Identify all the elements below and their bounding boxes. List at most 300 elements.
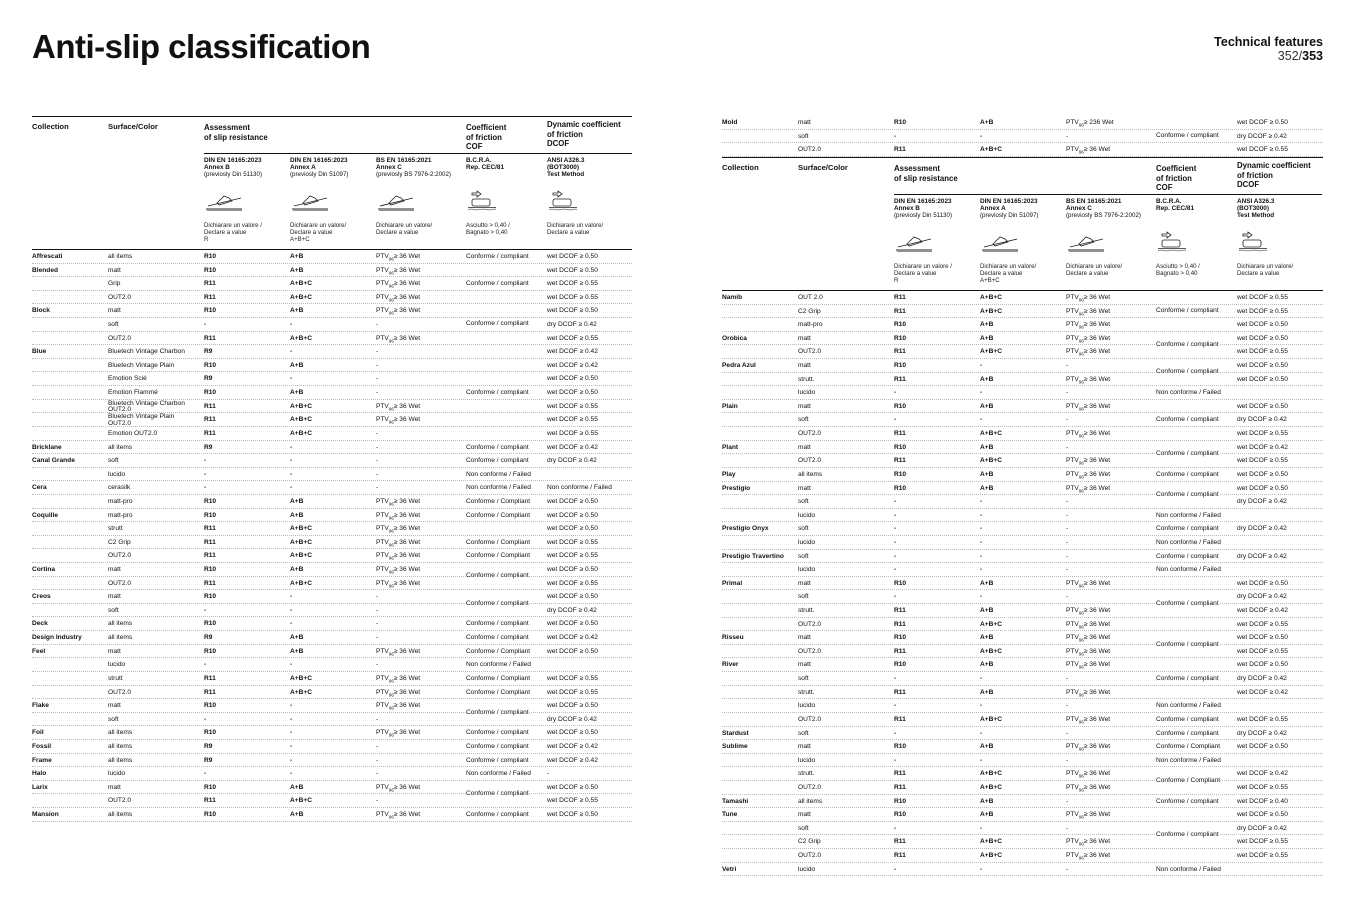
bs-c-cell: - bbox=[1066, 525, 1069, 533]
ansi-cell: wet DCOF ≥ 0.55 bbox=[1237, 851, 1288, 859]
ansi-cell: wet DCOF ≥ 0.50 bbox=[547, 307, 598, 315]
table-row bbox=[32, 250, 632, 264]
din-b-cell: R10 bbox=[894, 321, 907, 329]
bcra-cell: Conforme / compliant bbox=[1156, 470, 1219, 478]
ansi-standard: ANSI A326.3 (BOT3000) Test Method bbox=[1237, 198, 1275, 219]
collection-cell: Canal Grande bbox=[32, 457, 75, 465]
ansi-cell: wet DCOF ≥ 0.55 bbox=[1237, 783, 1288, 791]
table-row bbox=[32, 277, 632, 291]
ansi-cell: wet DCOF ≥ 0.55 bbox=[1237, 146, 1288, 154]
din-a-cell: - bbox=[980, 538, 983, 546]
pendulum-icon bbox=[1067, 230, 1105, 254]
surface-cell: OUT2.0 bbox=[798, 430, 822, 438]
collection-cell: Sublime bbox=[722, 743, 748, 751]
din-b-cell: R10 bbox=[204, 593, 217, 601]
collection-cell: Tamashi bbox=[722, 797, 749, 805]
bcra-cell: Non conforme / Failed bbox=[1156, 756, 1221, 764]
ansi-cell: wet DCOF ≥ 0.50 bbox=[547, 375, 598, 383]
ansi-cell: - bbox=[547, 770, 550, 778]
din-a-cell: - bbox=[980, 416, 983, 424]
din-b-cell: R11 bbox=[894, 294, 906, 301]
surface-cell: matt-pro bbox=[108, 497, 133, 505]
right-body bbox=[722, 291, 1323, 876]
shoe-friction-icon bbox=[1157, 230, 1187, 254]
bs-c-cell: $PTV_{96}\ge 36$ Wet bbox=[1066, 402, 1111, 412]
din-b-cell: R11 bbox=[894, 430, 906, 438]
table-row bbox=[32, 318, 632, 332]
bs-c-cell: - bbox=[1066, 443, 1069, 451]
din-b-cell: - bbox=[204, 457, 207, 465]
merged-cof-cell: Conforme / compliant bbox=[1156, 306, 1219, 314]
bs-c-cell: - bbox=[376, 770, 379, 778]
bs-c-cell: $PTV_{96}\ge 36$ Wet bbox=[1066, 607, 1111, 616]
surface-cell: strutt. bbox=[798, 688, 815, 696]
merged-cof-cell: Conforme / compliant bbox=[466, 320, 529, 328]
din-b-cell: R11 bbox=[894, 851, 906, 859]
bs-c-cell: $PTV_{96}\ge 36$ Wet bbox=[1066, 647, 1111, 657]
din-a-cell: A+B bbox=[290, 497, 304, 505]
ansi-cell: wet DCOF ≥ 0.50 bbox=[1237, 743, 1288, 751]
collection-cell: Mansion bbox=[32, 810, 59, 818]
din-b-cell: R10 bbox=[204, 566, 217, 574]
din-a-cell: - bbox=[980, 702, 983, 710]
din-a-cell: A+B+C bbox=[290, 688, 312, 696]
din-a-cell: A+B bbox=[290, 634, 304, 642]
table-row bbox=[32, 536, 632, 550]
left-table bbox=[32, 116, 632, 822]
bcra-cell: Conforme / compliant bbox=[466, 457, 529, 465]
bot3000-shoe-icon bbox=[1238, 230, 1268, 254]
collection-cell: Design Industry bbox=[32, 634, 82, 642]
surface-cell: matt bbox=[798, 743, 811, 751]
bs-c-cell: $PTV_{96}\ge 36$ Wet bbox=[376, 729, 421, 738]
din-b-cell: - bbox=[894, 511, 897, 519]
bs-c-cell: $PTV_{96}\ge 36$ Wet bbox=[376, 280, 421, 289]
table-row bbox=[722, 645, 1323, 659]
ansi-cell: wet DCOF ≥ 0.55 bbox=[1237, 620, 1288, 628]
table-row bbox=[722, 332, 1323, 346]
bcra-cell: Conforme / compliant bbox=[466, 742, 529, 750]
din-a-cell: A+B+C bbox=[290, 579, 312, 587]
din-b-cell: R10 bbox=[204, 266, 217, 274]
surface-cell: OUT2.0 bbox=[108, 293, 132, 301]
ansi-cell: wet DCOF ≥ 0.55 bbox=[1237, 307, 1288, 315]
din-b-cell: - bbox=[204, 606, 207, 614]
din-a-cell: A+B+C bbox=[290, 334, 312, 342]
table-row bbox=[722, 116, 1323, 130]
surface-cell: all items bbox=[108, 634, 133, 642]
table-row bbox=[32, 441, 632, 455]
ansi-cell: wet DCOF ≥ 0.50 bbox=[547, 729, 598, 737]
bs-c-cell: $PTV_{96}\ge 36$ Wet bbox=[376, 334, 421, 343]
surface-cell: lucido bbox=[798, 389, 816, 397]
ansi-cell: wet DCOF ≥ 0.50 bbox=[1237, 375, 1288, 383]
bs-c-cell: - bbox=[1066, 756, 1069, 764]
din-b-cell: R11 bbox=[894, 607, 906, 615]
collection-cell: Stardust bbox=[722, 729, 749, 737]
din-b-cell: R11 bbox=[894, 715, 906, 723]
din-a-cell: A+B+C bbox=[290, 402, 312, 410]
ansi-cell: dry DCOF ≥ 0.42 bbox=[1237, 593, 1287, 601]
din-a-cell: A+B+C bbox=[980, 851, 1002, 859]
table-row bbox=[32, 345, 632, 359]
table-row bbox=[32, 699, 632, 713]
din-a-cell: A+B bbox=[290, 783, 304, 791]
table-row bbox=[722, 509, 1323, 523]
bs-c-cell: $PTV_{96}\ge 36$ Wet bbox=[376, 497, 421, 507]
din-b-cell: - bbox=[204, 715, 207, 723]
bs-c-cell: - bbox=[1066, 566, 1069, 574]
din-b-cell: R10 bbox=[894, 634, 907, 642]
ansi-cell: wet DCOF ≥ 0.50 bbox=[1237, 634, 1288, 642]
surface-cell: C2 Grip bbox=[798, 307, 821, 315]
bot3000-shoe-icon bbox=[548, 189, 578, 213]
ansi-cell: wet DCOF ≥ 0.50 bbox=[1237, 470, 1288, 478]
bs-c-cell: $PTV_{96}\ge 36$ Wet bbox=[376, 566, 421, 575]
table-row bbox=[32, 577, 632, 591]
collection-cell: Creos bbox=[32, 593, 51, 601]
surface-cell: C2 Grip bbox=[798, 838, 821, 846]
ansi-cell: dry DCOF ≥ 0.42 bbox=[1237, 729, 1287, 737]
din-a-cell: A+B bbox=[980, 811, 994, 819]
din-a-declare: Dichiarare un valore/ Declare a value A+B+C bbox=[980, 263, 1037, 284]
bs-c-cell: - bbox=[1066, 552, 1069, 560]
surface-cell: matt bbox=[798, 661, 811, 669]
table-row bbox=[32, 468, 632, 482]
ansi-cell: wet DCOF ≥ 0.55 bbox=[1237, 294, 1288, 301]
ansi-cell: wet DCOF ≥ 0.55 bbox=[1237, 838, 1288, 846]
bs-c-cell: - bbox=[1066, 132, 1069, 140]
table-row bbox=[722, 318, 1323, 332]
bs-c-cell: $PTV_{96}\ge 36$ Wet bbox=[376, 674, 421, 684]
surface-cell: Bluetech Vintage Plain bbox=[108, 361, 175, 369]
ansi-cell: dry DCOF ≥ 0.42 bbox=[1237, 675, 1287, 683]
table-row bbox=[722, 658, 1323, 672]
din-b-cell: R11 bbox=[204, 688, 216, 696]
din-a-cell: A+B bbox=[290, 566, 304, 574]
surface-cell: soft bbox=[108, 715, 119, 723]
table-row bbox=[722, 590, 1323, 604]
bs-c-cell: - bbox=[376, 634, 379, 642]
table-row bbox=[32, 400, 632, 414]
din-a-cell: A+B+C bbox=[290, 525, 312, 533]
surface-cell: Grip bbox=[108, 280, 121, 288]
ansi-cell: Non conforme / Failed bbox=[547, 484, 612, 492]
din-a-cell: A+B+C bbox=[290, 416, 312, 424]
bs-c-cell: $PTV_{96}\ge 36$ Wet bbox=[1066, 294, 1111, 303]
ansi-cell: dry DCOF ≥ 0.42 bbox=[547, 457, 597, 465]
bs-c-cell: $PTV_{96}\ge 36$ Wet bbox=[376, 783, 421, 793]
surface-cell: lucido bbox=[108, 770, 126, 778]
bs-c-cell: - bbox=[1066, 729, 1069, 737]
assessment-header: Assessment of slip resistance bbox=[204, 123, 268, 142]
din-b-cell: R11 bbox=[894, 375, 906, 383]
din-a-cell: - bbox=[290, 729, 293, 737]
bs-c-cell: $PTV_{96}\ge 36$ Wet bbox=[1066, 146, 1111, 155]
surface-cell: matt bbox=[798, 579, 811, 587]
din-b-cell: - bbox=[894, 552, 897, 560]
ansi-cell: wet DCOF ≥ 0.55 bbox=[547, 334, 598, 342]
surface-cell: Emotion Scié bbox=[108, 375, 147, 383]
din-a-cell: - bbox=[290, 702, 293, 710]
table-row bbox=[722, 454, 1323, 468]
bs-c-standard: BS EN 16165:2021 Annex C (previosly BS 7976-2:2002) bbox=[376, 157, 451, 178]
din-a-cell: - bbox=[290, 375, 293, 383]
surface-cell: soft bbox=[798, 552, 809, 560]
ansi-cell: wet DCOF ≥ 0.42 bbox=[1237, 770, 1288, 778]
ansi-cell: wet DCOF ≥ 0.50 bbox=[547, 593, 598, 601]
bs-c-cell: - bbox=[376, 715, 379, 723]
page-header-info bbox=[1214, 35, 1323, 63]
ansi-cell: wet DCOF ≥ 0.50 bbox=[1237, 119, 1288, 126]
collection-cell: Pedra Azul bbox=[722, 362, 756, 370]
surface-cell: soft bbox=[108, 606, 119, 614]
ansi-cell: wet DCOF ≥ 0.50 bbox=[1237, 661, 1288, 669]
din-b-cell: R10 bbox=[894, 743, 907, 751]
bcra-cell: Conforme / compliant bbox=[1156, 715, 1219, 723]
table-row bbox=[32, 509, 632, 523]
surface-cell: matt bbox=[108, 593, 121, 601]
ansi-cell: wet DCOF ≥ 0.50 bbox=[547, 566, 598, 574]
bs-c-cell: - bbox=[376, 661, 379, 669]
ansi-cell: wet DCOF ≥ 0.42 bbox=[1237, 607, 1288, 615]
bs-c-cell: $PTV_{96}\ge 36$ Wet bbox=[1066, 770, 1111, 779]
din-a-cell: A+B bbox=[980, 443, 994, 451]
bcra-declare: Asciutto > 0,40 / Bagnato > 0,40 bbox=[1156, 263, 1200, 277]
din-a-cell: A+B+C bbox=[980, 146, 1002, 154]
bcra-cell: Conforme / compliant bbox=[466, 253, 529, 260]
bcra-cell: Non conforme / Failed bbox=[1156, 702, 1221, 710]
merged-cof-cell: Conforme / compliant bbox=[1156, 599, 1219, 607]
din-a-cell: A+B+C bbox=[290, 293, 312, 301]
din-a-cell: A+B+C bbox=[980, 457, 1002, 465]
collection-cell: Orobica bbox=[722, 334, 747, 342]
table-row bbox=[722, 631, 1323, 645]
din-a-cell: - bbox=[290, 470, 293, 478]
surface-cell: matt bbox=[798, 119, 811, 126]
collection-cell: Prestigio Onyx bbox=[722, 525, 769, 533]
din-b-standard: DIN EN 16165:2023 Annex B (previosly Din 51130) bbox=[204, 157, 263, 178]
din-a-cell: - bbox=[290, 348, 293, 356]
ansi-cell: wet DCOF ≥ 0.55 bbox=[547, 402, 598, 410]
surface-cell: matt bbox=[798, 402, 811, 410]
ansi-cell: wet DCOF ≥ 0.55 bbox=[547, 538, 598, 546]
bs-c-cell: $PTV_{96}\ge 36$ Wet bbox=[1066, 579, 1111, 589]
bs-c-cell: - bbox=[1066, 362, 1069, 370]
bs-c-cell: - bbox=[1066, 416, 1069, 424]
ramp-barefoot-icon bbox=[291, 189, 329, 213]
surface-cell: strutt bbox=[108, 674, 123, 682]
table-row bbox=[32, 427, 632, 441]
table-row bbox=[722, 849, 1323, 863]
surface-header: Surface/Color bbox=[108, 122, 158, 131]
din-b-cell: R11 bbox=[894, 838, 906, 846]
surface-cell: all items bbox=[108, 443, 133, 451]
din-a-cell: A+B bbox=[980, 579, 994, 587]
ansi-cell: wet DCOF ≥ 0.50 bbox=[1237, 362, 1288, 370]
ansi-cell: dry DCOF ≥ 0.42 bbox=[1237, 552, 1287, 560]
bs-c-cell: - bbox=[1066, 389, 1069, 397]
merged-cof-cell: Conforme / compliant bbox=[466, 599, 529, 607]
bs-c-cell: $PTV_{96}\ge 36$ Wet bbox=[1066, 634, 1111, 643]
bcra-cell: Conforme / compliant bbox=[1156, 797, 1219, 805]
left-header bbox=[32, 116, 632, 250]
bs-c-cell: - bbox=[376, 606, 379, 614]
surface-cell: all items bbox=[798, 797, 823, 805]
collection-cell: Cera bbox=[32, 484, 47, 492]
merged-cof-cell: Conforme / compliant bbox=[1156, 640, 1219, 648]
din-b-cell: - bbox=[894, 389, 897, 397]
table-row bbox=[722, 305, 1323, 319]
left-body bbox=[32, 250, 632, 822]
surface-cell: lucido bbox=[798, 756, 816, 764]
din-b-cell: - bbox=[894, 498, 897, 506]
din-a-cell: - bbox=[290, 770, 293, 778]
collection-cell: Blue bbox=[32, 348, 47, 356]
surface-cell: matt bbox=[798, 362, 811, 370]
din-a-cell: - bbox=[290, 457, 293, 465]
ramp-barefoot-icon bbox=[981, 230, 1019, 254]
din-b-cell: R10 bbox=[894, 443, 907, 451]
bs-c-cell: - bbox=[376, 443, 379, 451]
din-b-cell: R10 bbox=[894, 119, 907, 126]
surface-cell: matt bbox=[798, 443, 811, 451]
bs-c-cell: $PTV_{96}\ge 36$ Wet bbox=[1066, 307, 1111, 316]
page-number: 352/353 bbox=[1277, 49, 1323, 63]
din-b-cell: R9 bbox=[204, 634, 213, 642]
din-b-standard: DIN EN 16165:2023 Annex B (previosly Din 51130) bbox=[894, 198, 953, 219]
table-row bbox=[722, 604, 1323, 618]
din-a-cell: - bbox=[290, 484, 293, 492]
din-a-cell: A+B bbox=[290, 511, 304, 519]
surface-cell: matt bbox=[108, 307, 121, 315]
table-row bbox=[722, 863, 1323, 877]
din-b-cell: R10 bbox=[204, 497, 217, 505]
bs-c-cell: - bbox=[1066, 865, 1069, 873]
din-b-cell: - bbox=[204, 484, 207, 492]
collection-cell: Primal bbox=[722, 579, 743, 587]
table-row bbox=[32, 672, 632, 686]
din-b-cell: R11 bbox=[204, 416, 216, 424]
surface-cell: strutt. bbox=[798, 770, 815, 778]
table-row bbox=[722, 835, 1323, 849]
ansi-cell: wet DCOF ≥ 0.55 bbox=[547, 674, 598, 682]
din-a-cell: - bbox=[980, 552, 983, 560]
table-row bbox=[722, 373, 1323, 387]
din-a-cell: A+B bbox=[980, 402, 994, 410]
din-b-cell: R11 bbox=[894, 770, 906, 778]
collection-cell: Bricklane bbox=[32, 443, 62, 451]
bs-c-cell: $PTV_{96}\ge 36$ Wet bbox=[376, 688, 421, 697]
ansi-cell: wet DCOF ≥ 0.42 bbox=[547, 443, 598, 451]
table-row bbox=[722, 727, 1323, 741]
section-title: Technical features bbox=[1214, 35, 1323, 49]
din-a-cell: A+B+C bbox=[980, 715, 1002, 723]
surface-cell: soft bbox=[798, 416, 809, 424]
din-b-cell: R11 bbox=[204, 429, 216, 437]
surface-cell: OUT 2.0 bbox=[798, 294, 823, 301]
ansi-declare: Dichiarare un valore/ Declare a value bbox=[547, 222, 604, 236]
ansi-cell: dry DCOF ≥ 0.42 bbox=[547, 606, 597, 614]
bs-c-cell: $PTV_{96}\ge 36$ Wet bbox=[1066, 620, 1111, 629]
din-b-cell: R11 bbox=[204, 402, 216, 410]
table-row bbox=[32, 713, 632, 727]
din-a-cell: - bbox=[980, 389, 983, 397]
din-a-cell: A+B bbox=[980, 743, 994, 751]
collection-cell: Plain bbox=[722, 402, 738, 410]
table-row bbox=[722, 130, 1323, 144]
ansi-cell: wet DCOF ≥ 0.42 bbox=[547, 742, 598, 750]
din-b-cell: - bbox=[204, 470, 207, 478]
surface-cell: soft bbox=[798, 675, 809, 683]
din-b-cell: R10 bbox=[894, 334, 907, 342]
cof-header: Coefficient of friction COF bbox=[1156, 164, 1197, 192]
din-a-cell: A+B+C bbox=[980, 430, 1002, 438]
bcra-cell: Non conforme / Failed bbox=[1156, 511, 1221, 519]
bs-c-cell: $PTV_{96}\ge 36$ Wet bbox=[376, 416, 421, 425]
bs-c-cell: $PTV_{96}\ge 36$ Wet bbox=[1066, 375, 1111, 384]
bs-c-cell: $PTV_{96}\ge 36$ Wet bbox=[1066, 457, 1111, 466]
surface-cell: matt bbox=[798, 484, 811, 492]
table-row bbox=[722, 291, 1323, 305]
din-a-cell: A+B bbox=[980, 661, 994, 669]
ansi-cell: wet DCOF ≥ 0.55 bbox=[1237, 348, 1288, 356]
surface-cell: matt bbox=[108, 266, 121, 274]
table-row bbox=[722, 468, 1323, 482]
surface-cell: soft bbox=[108, 457, 119, 465]
bs-c-cell: $PTV_{96}\ge 36$ Wet bbox=[376, 810, 421, 820]
ansi-cell: dry DCOF ≥ 0.42 bbox=[1237, 525, 1287, 533]
din-b-cell: R11 bbox=[894, 146, 906, 154]
din-b-cell: R11 bbox=[894, 647, 906, 655]
table-row bbox=[722, 781, 1323, 795]
din-b-cell: R9 bbox=[204, 375, 213, 383]
ansi-cell: wet DCOF ≥ 0.55 bbox=[547, 797, 598, 805]
din-b-cell: R10 bbox=[204, 783, 217, 791]
collection-cell: Plant bbox=[722, 443, 739, 451]
table-row bbox=[32, 740, 632, 754]
table-row bbox=[32, 372, 632, 386]
collection-cell: Block bbox=[32, 307, 50, 315]
din-a-cell: - bbox=[980, 132, 983, 140]
din-b-cell: R11 bbox=[204, 280, 216, 288]
ansi-cell: wet DCOF ≥ 0.50 bbox=[547, 266, 598, 274]
din-a-standard: DIN EN 16165:2023 Annex A (previosly Din 51097) bbox=[290, 157, 349, 178]
bcra-cell: Conforme / compliant bbox=[466, 810, 529, 818]
table-row bbox=[32, 563, 632, 580]
ansi-cell: wet DCOF ≥ 0.55 bbox=[547, 552, 598, 560]
din-b-cell: - bbox=[204, 770, 207, 778]
din-a-cell: - bbox=[980, 756, 983, 764]
merged-cof-cell: Conforme / compliant bbox=[466, 388, 529, 396]
din-b-cell: - bbox=[894, 132, 897, 140]
surface-cell: strutt bbox=[108, 525, 123, 533]
right-top-body bbox=[722, 116, 1323, 157]
din-a-cell: - bbox=[290, 756, 293, 764]
din-b-cell: R11 bbox=[204, 293, 216, 301]
surface-cell: all items bbox=[798, 470, 823, 478]
bs-c-cell: - bbox=[376, 361, 379, 369]
surface-cell: OUT2.0 bbox=[798, 620, 822, 628]
table-row bbox=[32, 808, 632, 822]
surface-cell: soft bbox=[798, 498, 809, 506]
collection-cell: Play bbox=[722, 470, 736, 478]
surface-cell: matt bbox=[108, 783, 121, 791]
table-row bbox=[722, 441, 1323, 455]
surface-cell: lucido bbox=[798, 511, 816, 519]
ansi-cell: wet DCOF ≥ 0.50 bbox=[1237, 402, 1288, 410]
ansi-cell: wet DCOF ≥ 0.42 bbox=[547, 348, 598, 356]
